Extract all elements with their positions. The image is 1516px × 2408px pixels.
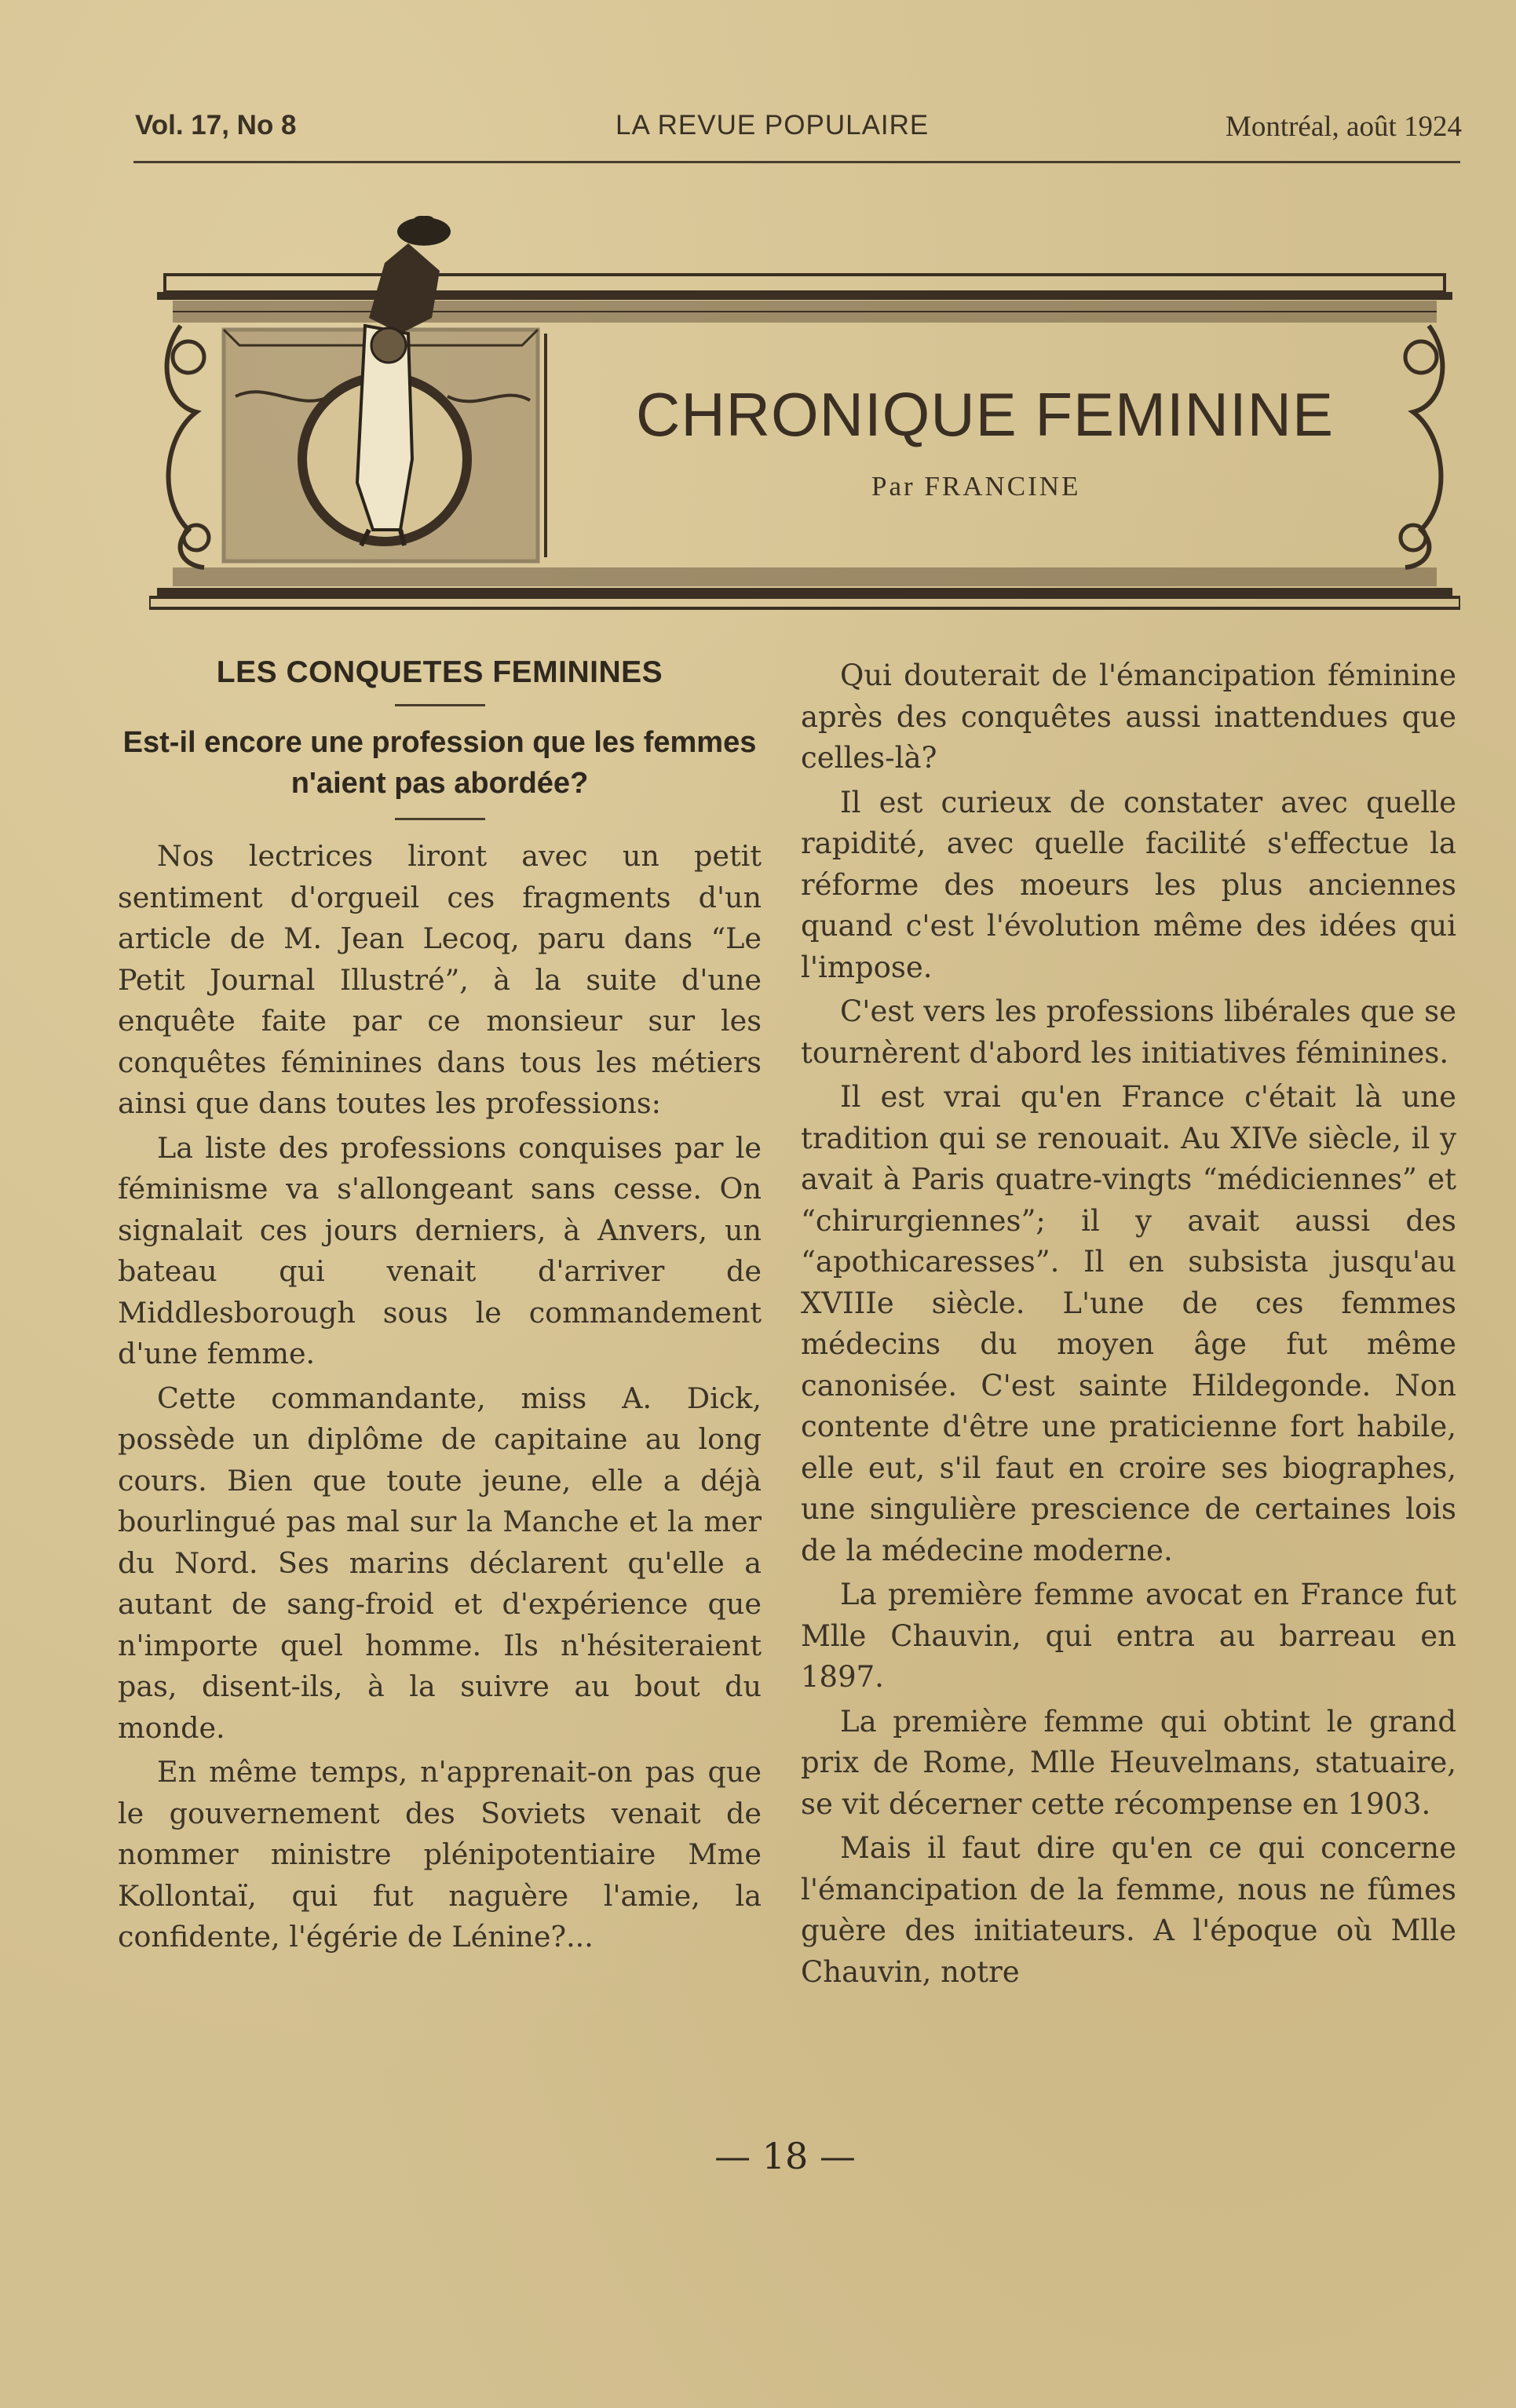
paragraph: La première femme qui obtint le grand prix de Rome, Mlle Heuvelmans, statuaire, se vit décerner cette récompense en 1903.	[801, 1704, 1456, 1821]
left-column	[118, 655, 762, 1961]
volume-number: Vol. 17, No 8	[135, 110, 297, 140]
paragraph: Cette commandante, miss A. Dick, possède un diplôme de capitaine au long cours. Bien que toute jeune, elle a déjà bourlingué pas mal sur la Manche et la mer du Nord. Ses marins déclarent qu'elle a autant de sang-froid et d'expérience que n'importe quel homme. Ils n'hésiteraient pas, disent-ils, à la suivre au bout du monde.	[118, 1381, 762, 1745]
title-rule	[395, 704, 485, 706]
page-number: — 18 —	[714, 2135, 856, 2177]
right-column	[801, 655, 1456, 1996]
running-header	[135, 110, 1462, 157]
paragraph: Mais il faut dire qu'en ce qui concerne l'émancipation de la femme, nous ne fûmes guère des initiateurs. A l'époque où Mlle Chauvin, notre	[801, 1831, 1456, 1989]
paragraph: Il est curieux de constater avec quelle rapidité, avec quelle facilité s'effectue la réforme des moeurs les plus anciennes quand c'est l'évolution même des idées qui l'impose.	[801, 785, 1456, 984]
paragraph: Nos lectrices liront avec un petit sentiment d'orgueil ces fragments d'un article de M. Jean Lecoq, paru dans “Le Petit Journal Illustré”, à la suite d'une enquête faite par ce monsieur sur les conquêtes féminines dans tous les métiers ainsi que dans toutes les professions:	[118, 839, 762, 1120]
article-subtitle: Est-il encore une profession que les femmes n'aient pas abordée?	[122, 726, 757, 800]
header-rule	[133, 161, 1460, 163]
paragraph: La liste des professions conquises par le féminisme va s'allongeant sans cesse. On signalait ces jours derniers, à Anvers, un bateau qui venait d'arriver de Middlesborough sous le commandement d'une femme.	[118, 1130, 762, 1370]
banner-author: Par FRANCINE	[871, 471, 1081, 502]
subtitle-rule	[395, 818, 485, 820]
paragraph: Qui douterait de l'émancipation féminine après des conquêtes aussi inattendues que celles-là?	[801, 659, 1456, 775]
paragraph: La première femme avocat en France fut Mlle Chauvin, qui entra au barreau en 1897.	[801, 1578, 1456, 1694]
banner-title: CHRONIQUE FEMININE	[636, 380, 1335, 449]
paragraph: En même temps, n'apprenait-on pas que le gouvernement des Soviets venait de nommer ministre plénipotentiaire Mme Kollontaï, qui fut naguère l'amie, la confidente, l'égérie de Lénine?...	[118, 1755, 762, 1954]
publication-name: LA REVUE POPULAIRE	[616, 110, 930, 140]
paragraph: Il est vrai qu'en France c'était là une tradition qui se renouait. Au XIVe siècle, il y avait à Paris quatre-vingts “médiciennes” et “chirurgiennes”; il y avait aussi des “apothicaresses”. Il en subsista jusqu'au XVIIIe siècle. L'une de ces femmes médecins du moyen âge fut même canonisée. C'est sainte Hildegonde. Non contente d'être une praticienne fort habile, elle eut, s'il faut en croire ses biographes, une singulière prescience de certaines lois de la médecine moderne.	[801, 1080, 1456, 1567]
article-title: LES CONQUETES FEMININES	[216, 655, 663, 689]
paragraph: C'est vers les professions libérales que se tournèrent d'abord les initiatives féminines.	[801, 994, 1456, 1070]
place-and-date: Montréal, août 1924	[1225, 111, 1462, 143]
column-banner	[149, 200, 1460, 632]
